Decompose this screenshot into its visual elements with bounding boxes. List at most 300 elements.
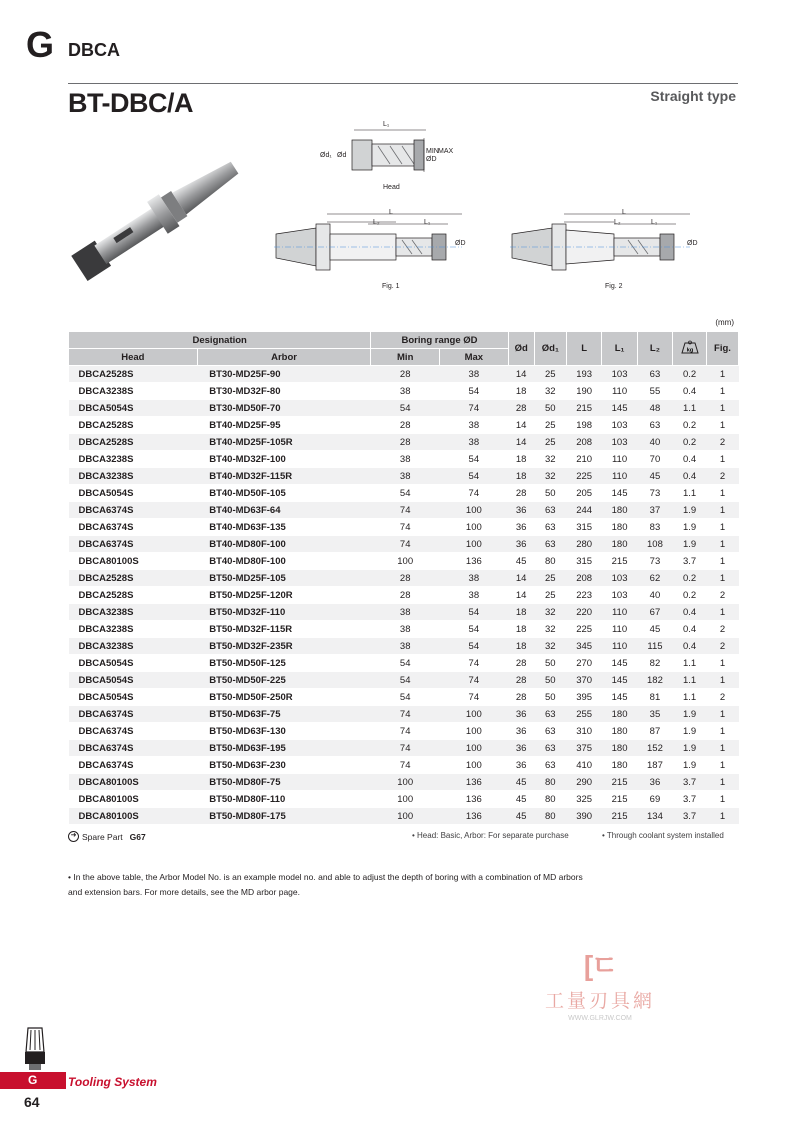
table-cell: 1 [707, 383, 739, 400]
table-cell: 2 [707, 638, 739, 655]
head-model-cell: DBCA80100S [69, 791, 198, 808]
head-model-cell: DBCA80100S [69, 553, 198, 570]
arbor-model-cell: BT40-MD25F-95 [197, 417, 371, 434]
table-cell: 18 [508, 604, 534, 621]
table-cell: 28 [371, 434, 440, 451]
table-cell: 38 [371, 638, 440, 655]
arbor-model-cell: BT50-MD32F-115R [197, 621, 371, 638]
fig1-diagram [272, 208, 472, 280]
table-cell: 100 [371, 774, 440, 791]
table-cell: 74 [371, 519, 440, 536]
table-cell: 108 [637, 536, 672, 553]
arbor-model-cell: BT30-MD50F-70 [197, 400, 371, 417]
table-cell: 100 [440, 723, 509, 740]
col-d1: Ød₁ [534, 332, 566, 366]
table-cell: 0.2 [673, 434, 707, 451]
table-cell: 103 [602, 366, 637, 383]
table-cell: 215 [602, 774, 637, 791]
fig2-caption: Fig. 2 [605, 283, 623, 290]
weight-icon [673, 332, 707, 366]
head-model-cell: DBCA3238S [69, 451, 198, 468]
table-cell: 38 [440, 570, 509, 587]
table-cell: 54 [440, 383, 509, 400]
arbor-model-cell: BT50-MD80F-75 [197, 774, 371, 791]
table-cell: 28 [371, 570, 440, 587]
table-cell: 215 [566, 400, 601, 417]
table-cell: 1 [707, 366, 739, 383]
table-cell: 0.4 [673, 604, 707, 621]
table-cell: 63 [534, 706, 566, 723]
table-cell: 180 [602, 519, 637, 536]
table-cell: 1.9 [673, 723, 707, 740]
head-L1-label: L₁ [383, 121, 390, 128]
table-cell: 28 [371, 587, 440, 604]
table-cell: 69 [637, 791, 672, 808]
table-cell: 36 [508, 757, 534, 774]
head-model-cell: DBCA5054S [69, 672, 198, 689]
type-label: Straight type [650, 88, 736, 104]
arrow-circle-icon: ➜ [68, 831, 79, 842]
table-cell: 136 [440, 774, 509, 791]
table-row [69, 468, 739, 485]
arbor-model-cell: BT30-MD32F-80 [197, 383, 371, 400]
table-cell: 74 [440, 400, 509, 417]
table-cell: 390 [566, 808, 601, 825]
weight-unit: kg [686, 347, 693, 354]
table-cell: 32 [534, 604, 566, 621]
arbor-model-cell: BT50-MD63F-75 [197, 706, 371, 723]
arbor-model-cell: BT40-MD32F-100 [197, 451, 371, 468]
section-code: DBCA [68, 40, 120, 60]
table-cell: 1 [707, 740, 739, 757]
table-cell: 45 [508, 553, 534, 570]
table-cell: 100 [440, 536, 509, 553]
table-cell: 180 [602, 740, 637, 757]
col-arbor: Arbor [197, 349, 371, 366]
head-model-cell: DBCA2528S [69, 587, 198, 604]
table-cell: 25 [534, 570, 566, 587]
arbor-model-cell: BT40-MD80F-100 [197, 536, 371, 553]
table-cell: 103 [602, 587, 637, 604]
table-cell: 1 [707, 553, 739, 570]
table-cell: 54 [371, 400, 440, 417]
table-cell: 100 [371, 791, 440, 808]
table-row [69, 740, 739, 757]
table-cell: 74 [371, 536, 440, 553]
header-divider [68, 83, 738, 84]
table-cell: 325 [566, 791, 601, 808]
table-cell: 110 [602, 621, 637, 638]
table-cell: 136 [440, 808, 509, 825]
table-cell: 1.9 [673, 740, 707, 757]
head-model-cell: DBCA3238S [69, 468, 198, 485]
table-row [69, 434, 739, 451]
head-model-cell: DBCA3238S [69, 383, 198, 400]
table-cell: 54 [440, 638, 509, 655]
table-cell: 38 [440, 434, 509, 451]
table-cell: 1 [707, 791, 739, 808]
table-cell: 36 [508, 706, 534, 723]
table-cell: 2 [707, 689, 739, 706]
table-cell: 63 [637, 417, 672, 434]
table-cell: 270 [566, 655, 601, 672]
head-model-cell: DBCA2528S [69, 570, 198, 587]
table-cell: 103 [602, 434, 637, 451]
table-cell: 36 [637, 774, 672, 791]
table-cell: 225 [566, 468, 601, 485]
table-cell: 38 [371, 468, 440, 485]
head-model-cell: DBCA6374S [69, 723, 198, 740]
table-cell: 0.2 [673, 366, 707, 383]
unit-label: (mm) [715, 318, 734, 327]
table-cell: 74 [371, 706, 440, 723]
col-max: Max [440, 349, 509, 366]
table-cell: 208 [566, 434, 601, 451]
table-cell: 1 [707, 672, 739, 689]
table-cell: 74 [440, 655, 509, 672]
table-cell: 54 [440, 621, 509, 638]
designation-header: Designation [69, 332, 371, 349]
table-cell: 80 [534, 808, 566, 825]
table-cell: 205 [566, 485, 601, 502]
table-cell: 50 [534, 400, 566, 417]
table-cell: 152 [637, 740, 672, 757]
table-cell: 1.1 [673, 400, 707, 417]
table-row [69, 655, 739, 672]
table-row [69, 757, 739, 774]
head-model-cell: DBCA3238S [69, 604, 198, 621]
table-cell: 136 [440, 791, 509, 808]
head-model-cell: DBCA6374S [69, 536, 198, 553]
table-row [69, 417, 739, 434]
head-d-label: Ød [337, 152, 347, 159]
table-cell: 100 [440, 706, 509, 723]
table-cell: 54 [371, 689, 440, 706]
head-model-cell: DBCA6374S [69, 757, 198, 774]
table-cell: 215 [602, 791, 637, 808]
table-cell: 190 [566, 383, 601, 400]
table-cell: 28 [508, 400, 534, 417]
table-cell: 40 [637, 434, 672, 451]
table-cell: 74 [371, 502, 440, 519]
footnote: • In the above table, the Arbor Model No. is an example model no. and able to adjust the depth of boring with a combination of MD arbors and extension bars. For more details, see the MD arbor page. [68, 872, 583, 897]
table-cell: 36 [508, 519, 534, 536]
table-cell: 315 [566, 519, 601, 536]
table-cell: 28 [508, 689, 534, 706]
fig1-L2-label: L₂ [373, 219, 380, 226]
table-cell: 145 [602, 485, 637, 502]
arbor-model-cell: BT50-MD80F-110 [197, 791, 371, 808]
note-coolant: • Through coolant system installed [602, 831, 724, 840]
table-cell: 100 [371, 808, 440, 825]
arbor-model-cell: BT40-MD80F-100 [197, 553, 371, 570]
col-L: L [566, 332, 601, 366]
table-row [69, 485, 739, 502]
table-cell: 182 [637, 672, 672, 689]
table-cell: 38 [440, 587, 509, 604]
table-cell: 54 [371, 672, 440, 689]
arbor-model-cell: BT40-MD63F-64 [197, 502, 371, 519]
table-cell: 14 [508, 366, 534, 383]
head-model-cell: DBCA2528S [69, 434, 198, 451]
table-cell: 74 [371, 757, 440, 774]
spare-part-ref[interactable]: G67 [129, 831, 146, 842]
table-cell: 36 [508, 723, 534, 740]
arbor-model-cell: BT50-MD63F-230 [197, 757, 371, 774]
table-cell: 180 [602, 536, 637, 553]
table-row [69, 706, 739, 723]
table-cell: 32 [534, 468, 566, 485]
table-row [69, 502, 739, 519]
arbor-model-cell: BT40-MD63F-135 [197, 519, 371, 536]
table-cell: 145 [602, 655, 637, 672]
table-cell: 62 [637, 570, 672, 587]
table-cell: 55 [637, 383, 672, 400]
table-cell: 1 [707, 706, 739, 723]
table-cell: 45 [637, 621, 672, 638]
table-cell: 0.4 [673, 451, 707, 468]
table-cell: 280 [566, 536, 601, 553]
table-cell: 1 [707, 604, 739, 621]
table-cell: 1 [707, 808, 739, 825]
table-cell: 0.2 [673, 587, 707, 604]
table-cell: 28 [508, 485, 534, 502]
table-cell: 0.4 [673, 621, 707, 638]
table-row [69, 366, 739, 383]
table-cell: 32 [534, 638, 566, 655]
head-D-label: ØD [426, 156, 437, 163]
table-row [69, 451, 739, 468]
table-row [69, 519, 739, 536]
table-cell: 3.7 [673, 553, 707, 570]
section-tab-letter: G [28, 1073, 38, 1087]
head-model-cell: DBCA80100S [69, 808, 198, 825]
table-cell: 18 [508, 468, 534, 485]
table-row [69, 689, 739, 706]
section-letter: G [26, 24, 55, 65]
table-cell: 1.1 [673, 655, 707, 672]
section-tab [0, 1072, 66, 1089]
table-cell: 103 [602, 570, 637, 587]
table-cell: 74 [440, 689, 509, 706]
table-cell: 100 [440, 519, 509, 536]
table-cell: 35 [637, 706, 672, 723]
table-cell: 1 [707, 723, 739, 740]
arbor-model-cell: BT50-MD50F-250R [197, 689, 371, 706]
spec-table [68, 331, 739, 825]
table-cell: 73 [637, 553, 672, 570]
fig1-D-label: ØD [455, 240, 466, 247]
table-cell: 3.7 [673, 774, 707, 791]
watermark [530, 944, 670, 1022]
table-cell: 25 [534, 366, 566, 383]
table-cell: 110 [602, 468, 637, 485]
table-cell: 14 [508, 434, 534, 451]
table-row [69, 587, 739, 604]
table-cell: 134 [637, 808, 672, 825]
page-number: 64 [24, 1094, 40, 1110]
table-cell: 83 [637, 519, 672, 536]
table-cell: 315 [566, 553, 601, 570]
table-cell: 54 [371, 485, 440, 502]
table-cell: 310 [566, 723, 601, 740]
table-cell: 1 [707, 774, 739, 791]
col-d: Ød [508, 332, 534, 366]
table-cell: 244 [566, 502, 601, 519]
table-row [69, 723, 739, 740]
table-row [69, 774, 739, 791]
head-model-cell: DBCA2528S [69, 366, 198, 383]
arbor-model-cell: BT50-MD50F-125 [197, 655, 371, 672]
table-cell: 14 [508, 417, 534, 434]
col-min: Min [371, 349, 440, 366]
arbor-model-cell: BT50-MD63F-195 [197, 740, 371, 757]
table-cell: 110 [602, 451, 637, 468]
arbor-model-cell: BT40-MD25F-105R [197, 434, 371, 451]
boring-range-header: Boring range ØD [371, 332, 508, 349]
table-cell: 63 [534, 519, 566, 536]
table-cell: 48 [637, 400, 672, 417]
arbor-model-cell: BT30-MD25F-90 [197, 366, 371, 383]
table-cell: 1.1 [673, 689, 707, 706]
head-model-cell: DBCA80100S [69, 774, 198, 791]
fig2-D-label: ØD [687, 240, 698, 247]
head-model-cell: DBCA3238S [69, 621, 198, 638]
table-cell: 45 [508, 808, 534, 825]
table-cell: 0.2 [673, 570, 707, 587]
table-cell: 110 [602, 638, 637, 655]
table-cell: 54 [440, 604, 509, 621]
table-cell: 1.1 [673, 672, 707, 689]
table-cell: 25 [534, 434, 566, 451]
table-cell: 32 [534, 383, 566, 400]
table-cell: 45 [508, 791, 534, 808]
table-cell: 370 [566, 672, 601, 689]
arbor-model-cell: BT50-MD25F-105 [197, 570, 371, 587]
table-cell: 180 [602, 502, 637, 519]
fig2-diagram [510, 208, 700, 280]
table-cell: 14 [508, 587, 534, 604]
table-cell: 2 [707, 468, 739, 485]
table-cell: 3.7 [673, 791, 707, 808]
table-row [69, 400, 739, 417]
table-cell: 38 [371, 383, 440, 400]
col-L1: L₁ [602, 332, 637, 366]
table-cell: 45 [637, 468, 672, 485]
head-model-cell: DBCA3238S [69, 638, 198, 655]
table-cell: 38 [440, 417, 509, 434]
table-cell: 0.4 [673, 638, 707, 655]
table-cell: 100 [440, 502, 509, 519]
head-model-cell: DBCA5054S [69, 400, 198, 417]
fig2-L-label: L [622, 209, 626, 216]
head-caption: Head [383, 184, 400, 191]
table-row [69, 808, 739, 825]
arbor-model-cell: BT50-MD32F-235R [197, 638, 371, 655]
note-head-basic: • Head: Basic, Arbor: For separate purchase [412, 831, 569, 840]
table-cell: 180 [602, 757, 637, 774]
table-cell: 395 [566, 689, 601, 706]
table-cell: 74 [371, 740, 440, 757]
table-cell: 80 [534, 774, 566, 791]
table-cell: 28 [371, 366, 440, 383]
table-cell: 54 [440, 451, 509, 468]
table-cell: 28 [508, 655, 534, 672]
table-cell: 50 [534, 655, 566, 672]
table-cell: 0.4 [673, 468, 707, 485]
table-cell: 100 [440, 757, 509, 774]
table-row [69, 570, 739, 587]
table-cell: 38 [371, 451, 440, 468]
table-cell: 1 [707, 519, 739, 536]
product-photo [58, 140, 258, 290]
table-cell: 80 [534, 553, 566, 570]
table-cell: 115 [637, 638, 672, 655]
table-cell: 36 [508, 740, 534, 757]
table-cell: 37 [637, 502, 672, 519]
table-cell: 38 [440, 366, 509, 383]
spare-part [68, 831, 146, 842]
table-cell: 87 [637, 723, 672, 740]
table-cell: 63 [534, 723, 566, 740]
page-title: BT-DBC/A [68, 88, 193, 118]
table-cell: 70 [637, 451, 672, 468]
table-cell: 0.4 [673, 383, 707, 400]
watermark-text: 工量刃具網 [544, 990, 655, 1012]
arbor-model-cell: BT50-MD25F-120R [197, 587, 371, 604]
table-cell: 1.1 [673, 485, 707, 502]
table-cell: 73 [637, 485, 672, 502]
table-cell: 74 [371, 723, 440, 740]
table-cell: 36 [508, 536, 534, 553]
table-cell: 3.7 [673, 808, 707, 825]
table-cell: 375 [566, 740, 601, 757]
table-cell: 2 [707, 587, 739, 604]
table-cell: 110 [602, 383, 637, 400]
table-row [69, 383, 739, 400]
table-cell: 2 [707, 621, 739, 638]
table-cell: 187 [637, 757, 672, 774]
table-cell: 74 [440, 485, 509, 502]
table-cell: 215 [602, 553, 637, 570]
table-cell: 63 [534, 502, 566, 519]
table-row [69, 672, 739, 689]
head-model-cell: DBCA5054S [69, 689, 198, 706]
col-L2: L₂ [637, 332, 672, 366]
table-row [69, 553, 739, 570]
table-row [69, 536, 739, 553]
table-cell: 50 [534, 672, 566, 689]
table-cell: 54 [440, 468, 509, 485]
table-cell: 38 [371, 604, 440, 621]
table-cell: 290 [566, 774, 601, 791]
table-cell: 198 [566, 417, 601, 434]
table-cell: 255 [566, 706, 601, 723]
table-cell: 210 [566, 451, 601, 468]
arbor-model-cell: BT50-MD32F-110 [197, 604, 371, 621]
table-cell: 50 [534, 485, 566, 502]
arbor-model-cell: BT50-MD80F-175 [197, 808, 371, 825]
col-head: Head [69, 349, 198, 366]
head-model-cell: DBCA5054S [69, 485, 198, 502]
table-cell: 1.9 [673, 536, 707, 553]
table-cell: 14 [508, 570, 534, 587]
table-cell: 18 [508, 451, 534, 468]
table-cell: 0.2 [673, 417, 707, 434]
head-model-cell: DBCA6374S [69, 502, 198, 519]
collet-icon [24, 1026, 46, 1072]
table-cell: 80 [534, 791, 566, 808]
